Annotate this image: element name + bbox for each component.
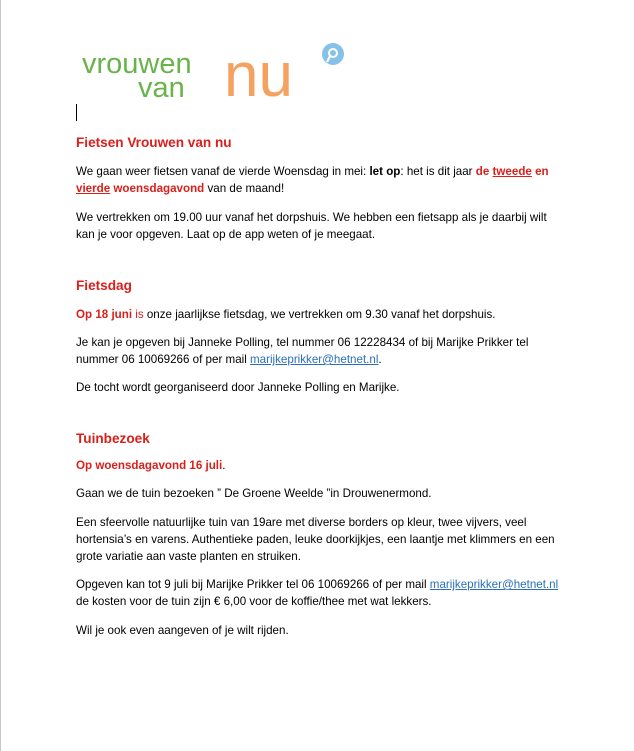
tuinbezoek-paragraph-2: Een sfeervolle natuurlijke tuin van 19are met diverse borders op kleur, twee vijvers, veel hortensia’s en varens. Authentieke paden, leuke doorkijkjes, een laantje met klimmers en een grote variatie aan vaste planten en struiken. — [76, 516, 555, 563]
logo-word-vrouwen: vrouwen — [82, 48, 192, 80]
tuinbezoek-date: Op woensdagavond 16 juli — [76, 459, 223, 472]
text-run: onze jaarlijkse fietsdag, we vertrekken om 9.30 vanaf het dorpshuis. — [143, 308, 496, 321]
logo-word-nu: nu — [224, 41, 293, 102]
heading-fietsen: Fietsen Vrouwen van nu — [76, 135, 232, 150]
logo-word-van: van — [138, 72, 185, 102]
text-run: de kosten voor de tuin zijn € 6,00 voor de koffie/thee met wat lekkers. — [76, 595, 432, 608]
text-run: : het is dit jaar — [400, 165, 476, 178]
text-cursor — [76, 104, 77, 121]
document-body — [76, 135, 566, 639]
fietsdag-paragraph-1 — [76, 306, 566, 323]
text-run: van de maand! — [204, 182, 285, 195]
email-link[interactable]: marijkeprikker@hetnet.nl — [250, 353, 379, 366]
fietsen-paragraph-1 — [76, 163, 566, 197]
logo-badge-icon — [322, 43, 344, 65]
heading-fietsdag: Fietsdag — [76, 278, 132, 293]
fietsdag-paragraph-2 — [76, 334, 566, 368]
heading-tuinbezoek: Tuinbezoek — [76, 431, 150, 446]
red-bold-text: de — [475, 165, 490, 178]
text-run: . — [222, 459, 226, 472]
text-run: Je kan je opgeven bij Janneke Polling, tel nummer 06 12228434 of bij Marijke Prikker tel nummer 06 10069266 of per mail — [76, 336, 529, 366]
text-run: . — [378, 353, 382, 366]
vierde-text: vierde — [76, 182, 111, 195]
email-link[interactable]: marijkeprikker@hetnet.nl — [429, 578, 559, 591]
red-bold-text: en — [535, 165, 549, 178]
fietsen-paragraph-2: We vertrekken om 19.00 uur vanaf het dorpshuis. We hebben een fietsapp als je daarbij wilt kan je voor opgeven. Laat op de app weten of je meegaat. — [76, 211, 547, 241]
tuinbezoek-paragraph-3 — [76, 576, 566, 610]
tuinbezoek-date-line — [76, 457, 566, 474]
tuinbezoek-paragraph-4: Wil je ook even aangeven of je wilt rijden. — [76, 624, 289, 637]
fietsdag-paragraph-3: De tocht wordt georganiseerd door Janneke Polling en Marijke. — [76, 381, 400, 394]
text-run: Opgeven kan tot 9 juli bij Marijke Prikker tel 06 10069266 of per mail — [76, 578, 430, 591]
tweede-text: tweede — [492, 165, 532, 178]
fietsdag-date: Op 18 juni — [76, 308, 133, 321]
red-bold-text: woensdagavond — [113, 182, 205, 195]
text-run: We gaan weer fietsen vanaf de vierde Woensdag in mei: — [76, 165, 370, 178]
let-op-text: let op — [369, 165, 401, 178]
tuinbezoek-paragraph-1: Gaan we de tuin bezoeken ” De Groene Weelde ”in Drouwenermond. — [76, 487, 432, 500]
red-text: is — [132, 308, 144, 321]
vrouwen-van-nu-logo — [82, 40, 352, 102]
page-left-edge — [0, 0, 1, 751]
